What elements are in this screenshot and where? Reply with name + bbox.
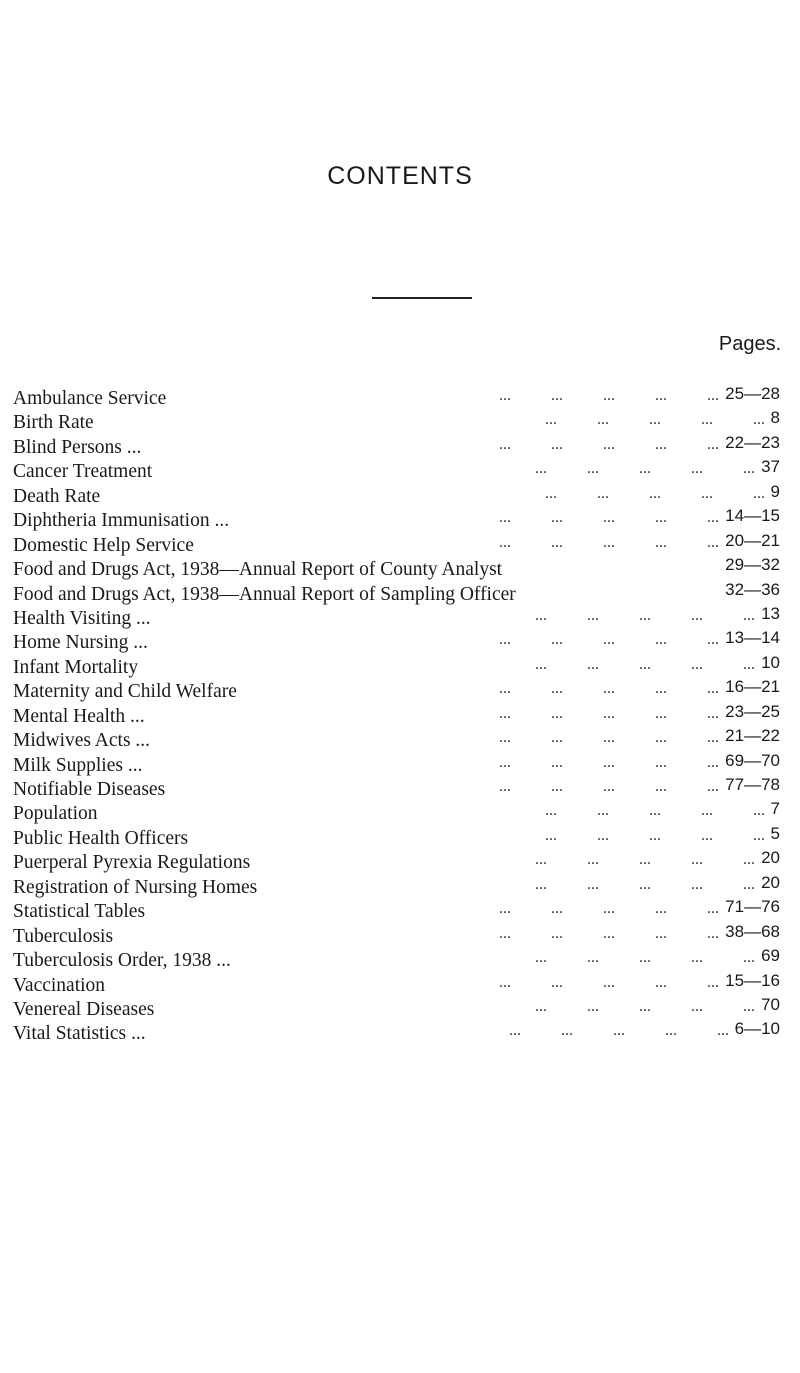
dot-leader: ... ... ... ... ... xyxy=(499,973,719,991)
dot-leader: ... ... ... ... ... xyxy=(535,949,755,967)
entry-label: Registration of Nursing Homes xyxy=(13,876,258,898)
entry-pages: 20—21 xyxy=(725,530,780,550)
entry-pages: 15—16 xyxy=(725,970,780,990)
entry-label: Health Visiting ... xyxy=(13,607,151,629)
entry-pages: 5 xyxy=(770,823,780,843)
entry-label: Blind Persons ... xyxy=(13,436,142,458)
entry-label: Mental Health ... xyxy=(13,705,145,727)
entry-label: Venereal Diseases xyxy=(13,998,155,1020)
entry-label: Domestic Help Service xyxy=(13,534,194,556)
entry-label: Notifiable Diseases xyxy=(13,779,166,800)
dot-leader: ... ... ... ... ... xyxy=(509,1022,729,1040)
entry-pages: 9 xyxy=(770,481,780,501)
pages-column-heading: Pages. xyxy=(718,333,782,355)
dot-leader: ... ... ... ... ... xyxy=(499,753,719,771)
contents-list xyxy=(0,384,800,1047)
entry-pages: 38—68 xyxy=(725,921,780,941)
entry-label: Vaccination xyxy=(13,974,106,996)
dot-leader: ... ... ... ... ... xyxy=(499,680,719,698)
entry-label: Home Nursing ... xyxy=(13,632,148,654)
contents-entry xyxy=(0,1019,800,1046)
entry-label: Diphtheria Immunisation ... xyxy=(13,510,230,532)
entry-label: Food and Drugs Act, 1938—Annual Report of County Analyst xyxy=(13,559,503,581)
entry-pages: 23—25 xyxy=(725,701,780,721)
dot-leader: ... ... ... ... ... xyxy=(499,631,719,649)
entry-label: Midwives Acts ... xyxy=(13,730,151,752)
entry-pages: 8 xyxy=(770,408,780,428)
entry-pages: 21—22 xyxy=(725,726,780,746)
contents-entry xyxy=(0,555,800,582)
dot-leader: ... ... ... ... ... xyxy=(499,778,719,795)
entry-pages: 29—32 xyxy=(725,555,780,575)
dot-leader: ... ... ... ... ... xyxy=(535,460,755,478)
dot-leader: ... ... ... ... ... xyxy=(499,509,719,527)
dot-leader: ... ... ... ... ... xyxy=(499,704,719,722)
dot-leader: ... ... ... ... ... xyxy=(535,875,755,893)
entry-pages: 20 xyxy=(761,848,780,868)
entry-label: Infant Mortality xyxy=(13,656,139,678)
entry-pages: 37 xyxy=(761,457,780,477)
dot-leader: ... ... ... ... ... xyxy=(499,924,719,942)
entry-label: Birth Rate xyxy=(13,412,94,434)
entry-label: Milk Supplies ... xyxy=(13,754,143,776)
entry-label: Puerperal Pyrexia Regulations xyxy=(13,852,251,874)
page-title: CONTENTS xyxy=(327,162,473,190)
entry-pages: 70 xyxy=(761,994,780,1014)
dot-leader: ... ... ... ... ... xyxy=(535,851,755,869)
dot-leader: ... ... ... ... ... xyxy=(545,802,765,820)
dot-leader: ... ... ... ... ... xyxy=(535,997,755,1015)
entry-label: Vital Statistics ... xyxy=(13,1023,146,1045)
dot-leader: ... ... ... ... ... xyxy=(545,826,765,844)
entry-label: Tuberculosis xyxy=(13,925,114,947)
entry-pages: 71—76 xyxy=(725,897,780,917)
entry-label: Maternity and Child Welfare xyxy=(13,681,237,703)
entry-label: Food and Drugs Act, 1938—Annual Report of Sampling Officer xyxy=(13,583,516,605)
entry-pages: 10 xyxy=(761,652,780,672)
entry-pages: 32—36 xyxy=(725,579,780,599)
dot-leader: ... ... ... ... ... xyxy=(499,900,719,918)
entry-pages: 16—21 xyxy=(725,677,780,697)
entry-label: Tuberculosis Order, 1938 ... xyxy=(13,950,231,972)
entry-pages: 20 xyxy=(761,872,780,892)
dot-leader: ... ... ... ... ... xyxy=(499,387,719,404)
entry-label: Death Rate xyxy=(13,485,101,507)
entry-label: Public Health Officers xyxy=(13,827,189,849)
contents-entry xyxy=(0,530,800,558)
entry-pages: 22—23 xyxy=(725,432,780,452)
dot-leader: ... ... ... ... ... xyxy=(499,729,719,747)
entry-label: Ambulance Service xyxy=(13,388,167,409)
entry-pages: 14—15 xyxy=(725,506,780,526)
entry-pages: 69—70 xyxy=(725,750,780,770)
dot-leader: ... ... ... ... ... xyxy=(545,484,765,502)
entry-label: Statistical Tables xyxy=(13,901,146,923)
dot-leader: ... ... ... ... ... xyxy=(499,533,719,551)
dot-leader: ... ... ... ... ... xyxy=(545,411,765,429)
dot-leader: ... ... ... ... ... xyxy=(535,655,755,673)
title-divider xyxy=(372,297,472,299)
entry-pages: 77—78 xyxy=(725,775,780,794)
entry-label: Cancer Treatment xyxy=(13,461,153,483)
dot-leader: ... ... ... ... ... xyxy=(499,435,719,453)
entry-pages: 25—28 xyxy=(725,384,780,403)
entry-pages: 13 xyxy=(761,603,780,623)
entry-label: Population xyxy=(13,803,98,825)
entry-pages: 6—10 xyxy=(734,1019,780,1039)
entry-pages: 13—14 xyxy=(725,628,780,648)
entry-pages: 7 xyxy=(770,799,780,819)
entry-pages: 69 xyxy=(761,946,780,966)
dot-leader: ... ... ... ... ... xyxy=(535,606,755,624)
